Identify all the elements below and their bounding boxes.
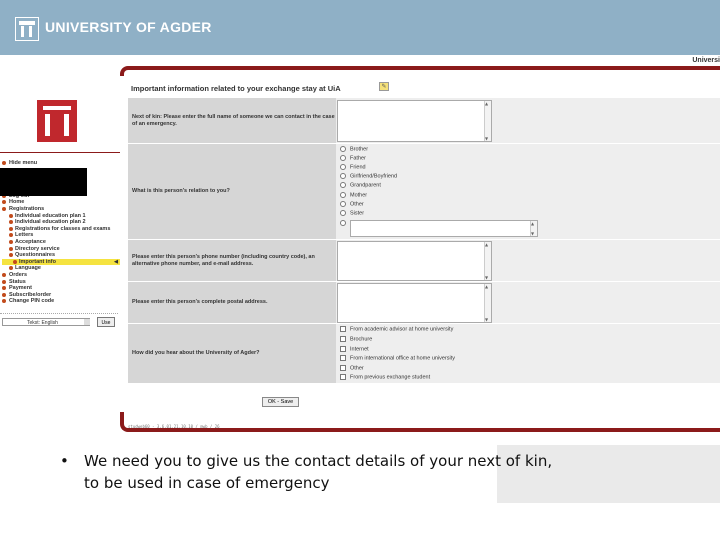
sidebar-item-home[interactable]: Home — [2, 199, 120, 206]
bullet-icon — [9, 214, 13, 218]
sidebar-divider — [0, 152, 120, 153]
row-next-of-kin — [128, 98, 720, 144]
answer-cell — [336, 144, 720, 240]
radio-icon[interactable] — [340, 182, 346, 188]
footer-version: studweb60 - 3.6.01.21.10.10 / mwb / 26 — [128, 424, 220, 429]
option-other[interactable]: Other — [340, 201, 364, 207]
option-friend[interactable]: Friend — [340, 164, 366, 170]
bullet-icon — [2, 207, 6, 211]
question-phone: Please enter this person's phone number (including country code), an alternative phone number, and e-mail address. — [128, 240, 336, 282]
bullet-icon — [9, 247, 13, 251]
language-select[interactable]: Tekst: English — [2, 318, 90, 326]
option-international-office[interactable]: From international office at home university — [340, 355, 455, 361]
phone-textarea[interactable] — [337, 241, 492, 281]
sidebar-item-class-registrations[interactable]: Registrations for classes and exams — [2, 226, 120, 233]
bullet-icon — [9, 240, 13, 244]
sidebar-item-important-info[interactable]: Important info ◀ — [2, 259, 120, 266]
sidebar-item-orders[interactable]: Orders — [2, 272, 120, 279]
bullet-icon — [9, 233, 13, 237]
option-hear-other[interactable]: Other — [340, 365, 364, 371]
sidebar-item-directory-service[interactable]: Directory service — [2, 246, 120, 253]
answer-cell — [336, 324, 720, 384]
sidebar-item-letters[interactable]: Letters — [2, 232, 120, 239]
caption-text — [84, 450, 552, 494]
radio-icon[interactable] — [340, 210, 346, 216]
answer-cell — [336, 98, 720, 144]
option-grandparent[interactable]: Grandparent — [340, 182, 381, 188]
question-next-of-kin: Next of kin: Please enter the full name of someone we can contact in the case of an emergency. — [128, 98, 336, 144]
university-logo-icon — [15, 17, 39, 41]
sidebar-item-registrations[interactable]: Registrations — [2, 206, 120, 213]
checkbox-icon[interactable] — [340, 346, 346, 352]
bullet-icon — [9, 253, 13, 257]
option-brochure[interactable]: Brochure — [340, 336, 372, 342]
sidebar-item-education-plan-2[interactable]: Individual education plan 2 — [2, 219, 120, 226]
answer-cell — [336, 240, 720, 282]
university-name: UNIVERSITY OF AGDER — [45, 19, 212, 35]
bullet-icon — [9, 220, 13, 224]
row-phone — [128, 240, 720, 282]
content-frame-top — [120, 66, 720, 76]
checkbox-icon[interactable] — [340, 326, 346, 332]
option-girlfriend-boyfriend[interactable]: Girlfriend/Boyfriend — [340, 173, 397, 179]
bullet-icon — [13, 260, 17, 264]
row-address — [128, 282, 720, 324]
radio-icon[interactable] — [340, 164, 346, 170]
checkbox-icon[interactable] — [340, 365, 346, 371]
bullet-icon — [2, 280, 6, 284]
sidebar-item-questionnaires[interactable]: Questionnaires — [2, 252, 120, 259]
sidebar-item-acceptance[interactable]: Acceptance — [2, 239, 120, 246]
row-hear-about — [128, 324, 720, 384]
bullet-icon — [2, 273, 6, 277]
other-relation-textarea[interactable] — [350, 220, 538, 237]
radio-icon[interactable] — [340, 201, 346, 207]
next-of-kin-textarea[interactable] — [337, 100, 492, 142]
sidebar-item-status[interactable]: Status — [2, 279, 120, 286]
scrollbar[interactable] — [484, 242, 491, 280]
redacted-user-block — [0, 168, 87, 196]
option-father[interactable]: Father — [340, 155, 366, 161]
question-relation: What is this person's relation to you? — [128, 144, 336, 240]
bullet-icon — [2, 286, 6, 290]
option-brother[interactable]: Brother — [340, 146, 368, 152]
top-banner — [0, 0, 720, 55]
ok-save-button[interactable]: OK - Save — [262, 397, 299, 407]
row-relation — [128, 144, 720, 240]
option-academic-advisor[interactable]: From academic advisor at home university — [340, 326, 453, 332]
chevron-down-icon[interactable] — [84, 319, 90, 325]
question-hear-about: How did you hear about the University of Agder? — [128, 324, 336, 384]
sidebar-item-language[interactable]: Language — [2, 265, 120, 272]
sidebar-item-education-plan-1[interactable]: Individual education plan 1 — [2, 213, 120, 220]
exchange-info-form — [128, 98, 720, 384]
answer-cell — [336, 282, 720, 324]
use-language-button[interactable]: Use — [97, 317, 115, 327]
scrollbar[interactable] — [484, 101, 491, 141]
option-internet[interactable]: Internet — [340, 346, 369, 352]
scrollbar[interactable] — [530, 221, 537, 236]
caption-line-2: to be used in case of emergency — [84, 474, 330, 492]
sidebar-separator — [0, 313, 118, 314]
radio-icon[interactable] — [340, 192, 346, 198]
option-previous-student[interactable]: From previous exchange student — [340, 374, 430, 380]
sidebar-item-change-pin[interactable]: Change PIN code — [2, 298, 120, 305]
option-sister[interactable]: Sister — [340, 210, 364, 216]
radio-icon[interactable] — [340, 173, 346, 179]
address-textarea[interactable] — [337, 283, 492, 323]
radio-icon[interactable] — [340, 220, 346, 226]
bullet-icon — [2, 200, 6, 204]
radio-icon[interactable] — [340, 146, 346, 152]
active-arrow-icon: ◀ — [114, 258, 118, 265]
bullet-icon — [2, 161, 6, 165]
radio-icon[interactable] — [340, 155, 346, 161]
checkbox-icon[interactable] — [340, 374, 346, 380]
bullet-icon — [9, 227, 13, 231]
scrollbar[interactable] — [484, 284, 491, 322]
sidebar-item-subscribe[interactable]: Subscribe/order — [2, 292, 120, 299]
sidebar-item-payment[interactable]: Payment — [2, 285, 120, 292]
checkbox-icon[interactable] — [340, 336, 346, 342]
university-emblem-icon — [37, 100, 77, 142]
bullet-icon — [2, 293, 6, 297]
bullet-icon — [9, 266, 13, 270]
content-frame-bottom — [120, 412, 720, 432]
edit-icon[interactable]: ✎ — [379, 82, 389, 91]
checkbox-icon[interactable] — [340, 355, 346, 361]
bullet-icon — [2, 299, 6, 303]
header-right-label: Universi — [692, 57, 720, 64]
option-mother[interactable]: Mother — [340, 192, 367, 198]
caption-line-1: We need you to give us the contact details of your next of kin, — [84, 452, 553, 470]
question-address: Please enter this person's complete postal address. — [128, 282, 336, 324]
form-title: Important information related to your exchange stay at UiA — [131, 84, 341, 93]
bullet-icon: • — [60, 452, 69, 470]
sidebar-item-hide-menu[interactable]: Hide menu — [2, 160, 120, 167]
